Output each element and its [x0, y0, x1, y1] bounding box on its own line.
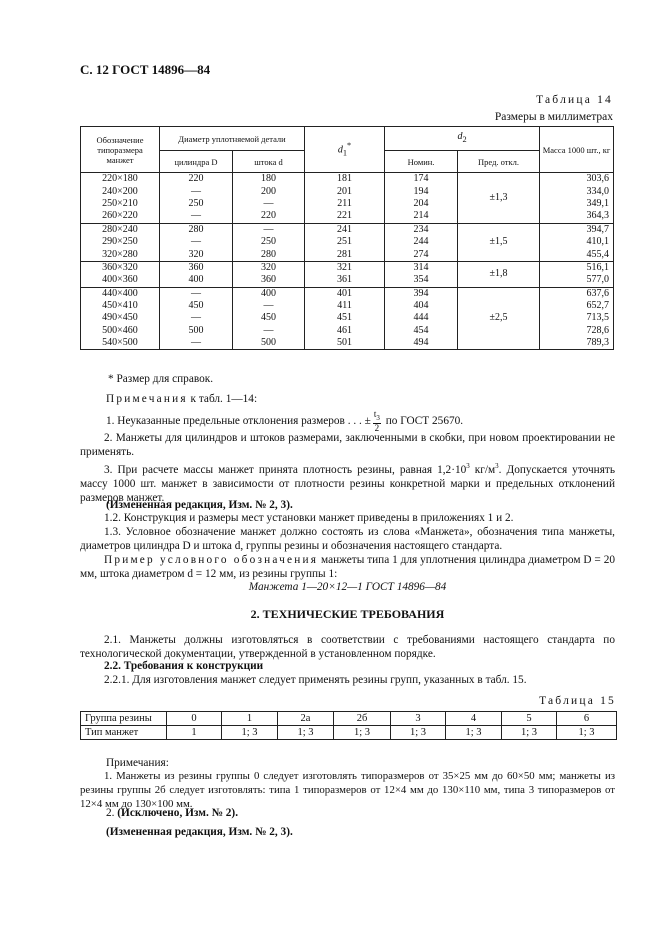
cell-d2-nominal: 494 [385, 337, 458, 350]
header-designation: Обозначение типоразмера манжет [81, 127, 160, 173]
cell-cuff-type: 1; 3 [334, 726, 391, 740]
cell-rubber-group: 2а [278, 712, 334, 726]
cell-rod: 360 [233, 274, 305, 287]
notes2-item-1: 1. Манжеты из резины группы 0 следует изготовлять типоразмеров от 35×25 мм до 60×50 мм; манжеты из резины группы 2б следует изготовлять: типа 1 типоразмеров от 12×4 мм до 130×110 мм, типа 3 типоразмеров от 12×4 мм до 130×100 мм. [80, 770, 615, 810]
cell-cylinder: — [160, 312, 233, 324]
table-15 [80, 711, 617, 740]
cell-rod: 500 [233, 337, 305, 350]
cell-designation: 450×410 [81, 300, 160, 312]
cell-d2-tolerance: ±1,5 [458, 223, 540, 261]
cell-cylinder: 220 [160, 173, 233, 186]
cell-designation: 220×180 [81, 173, 160, 186]
cell-designation: 290×250 [81, 236, 160, 248]
cell-cylinder: — [160, 337, 233, 350]
cell-d2-nominal: 194 [385, 185, 458, 197]
cell-rubber-group: 2б [334, 712, 391, 726]
cell-d2-nominal: 244 [385, 236, 458, 248]
cell-mass: 637,6 [540, 287, 614, 300]
cell-d2-nominal: 314 [385, 261, 458, 274]
cell-cuff-type: 1; 3 [391, 726, 446, 740]
cell-mass: 789,3 [540, 337, 614, 350]
cell-cuff-type: 1; 3 [446, 726, 502, 740]
page-header: С. 12 ГОСТ 14896—84 [80, 62, 211, 77]
footnote: * Размер для справок. [108, 373, 214, 385]
header-tolerance: Пред. откл. [458, 151, 540, 173]
note-2: 2. Манжеты для цилиндров и штоков размерами, заключенными в скобки, при новом проектировании не применять. [80, 432, 615, 458]
cell-rod: — [233, 223, 305, 236]
notes-title: Примечания к табл. 1—14: [106, 393, 258, 405]
amendment-2: (Измененная редакция, Изм. № 2, 3). [106, 826, 293, 838]
cell-designation: 240×200 [81, 185, 160, 197]
cell-cylinder: — [160, 185, 233, 197]
cell-rubber-group: 3 [391, 712, 446, 726]
cell-designation: 280×240 [81, 223, 160, 236]
cell-cylinder: 500 [160, 325, 233, 337]
note-1: 1. Неуказанные предельные отклонения размеров . . . ± $\frac{t_3}{2}$ по ГОСТ 25670. [106, 409, 464, 433]
cell-rod: 200 [233, 185, 305, 197]
cell-d1: 241 [305, 223, 385, 236]
cell-rod: 450 [233, 312, 305, 324]
paragraph-1-2: 1.2. Конструкция и размеры мест установки манжет приведены в приложениях 1 и 2. [104, 512, 514, 524]
cell-d2-nominal: 394 [385, 287, 458, 300]
cell-d2-nominal: 354 [385, 274, 458, 287]
table14-caption: Таблица 14 [536, 94, 613, 106]
example: Пример условного обозначения манжеты типа 1 для уплотнения цилиндра диаметром D = 20 мм, штока диаметром d = 12 мм, из резины группы 1: [80, 554, 615, 580]
table-row [81, 287, 614, 300]
cell-mass: 410,1 [540, 236, 614, 248]
header-diameter-group: Диаметр уплотняемой детали [160, 127, 305, 151]
cell-designation: 440×400 [81, 287, 160, 300]
cell-mass: 713,5 [540, 312, 614, 324]
cell-mass: 349,1 [540, 198, 614, 210]
cell-designation: 400×360 [81, 274, 160, 287]
cell-d1: 411 [305, 300, 385, 312]
cell-mass: 364,3 [540, 210, 614, 223]
cell-rod: 280 [233, 248, 305, 261]
cell-mass: 455,4 [540, 248, 614, 261]
cell-rod: 320 [233, 261, 305, 274]
cell-designation: 540×500 [81, 337, 160, 350]
cell-d2-tolerance: ±1,3 [458, 173, 540, 224]
cell-cylinder: 400 [160, 274, 233, 287]
paragraph-2-2: 2.2. Требования к конструкции [104, 660, 264, 672]
cell-designation: 360×320 [81, 261, 160, 274]
cell-d1: 181 [305, 173, 385, 186]
cell-d2-tolerance: ±2,5 [458, 287, 540, 350]
paragraph-2-1: 2.1. Манжеты должны изготовляться в соответствии с требованиями настоящего стандарта по технологической документации, утвержденной в установленном порядке. [80, 634, 615, 660]
cell-mass: 652,7 [540, 300, 614, 312]
table-row [81, 173, 614, 186]
cell-cylinder: 320 [160, 248, 233, 261]
cell-rubber-group: 5 [502, 712, 557, 726]
cell-cylinder: — [160, 236, 233, 248]
cell-rod: 220 [233, 210, 305, 223]
cell-cylinder: 280 [160, 223, 233, 236]
notes2-title: Примечания: [106, 757, 169, 769]
cell-rod: 250 [233, 236, 305, 248]
table-row [81, 223, 614, 236]
cell-d2-nominal: 174 [385, 173, 458, 186]
cell-cylinder: — [160, 210, 233, 223]
table-14 [80, 126, 614, 350]
cell-mass: 394,7 [540, 223, 614, 236]
cell-rubber-group: 1 [222, 712, 278, 726]
header-d2: $d_2$ [385, 127, 540, 151]
cell-designation: 250×210 [81, 198, 160, 210]
cell-d2-tolerance: ±1,8 [458, 261, 540, 287]
cell-d2-nominal: 454 [385, 325, 458, 337]
row-label-cuff-type: Тип манжет [81, 726, 167, 740]
cell-d1: 201 [305, 185, 385, 197]
cell-rod: 400 [233, 287, 305, 300]
cell-cylinder: 250 [160, 198, 233, 210]
cell-cuff-type: 1 [167, 726, 222, 740]
cell-rubber-group: 0 [167, 712, 222, 726]
table14-units: Размеры в миллиметрах [494, 111, 613, 123]
row-label-rubber-group: Группа резины [81, 712, 167, 726]
cell-cuff-type: 1; 3 [222, 726, 278, 740]
cell-d1: 361 [305, 274, 385, 287]
header-d1: $d_1^*$ [305, 127, 385, 173]
section-2-title: 2. ТЕХНИЧЕСКИЕ ТРЕБОВАНИЯ [250, 607, 445, 621]
cell-d2-nominal: 214 [385, 210, 458, 223]
cell-d2-nominal: 204 [385, 198, 458, 210]
cell-d1: 321 [305, 261, 385, 274]
cell-cuff-type: 1; 3 [502, 726, 557, 740]
cell-d1: 211 [305, 198, 385, 210]
header-mass: Масса 1000 шт., кг [540, 127, 614, 173]
cell-rod: 180 [233, 173, 305, 186]
cell-mass: 577,0 [540, 274, 614, 287]
cell-rod: — [233, 300, 305, 312]
cell-mass: 303,6 [540, 173, 614, 186]
cell-d1: 461 [305, 325, 385, 337]
cell-designation: 320×280 [81, 248, 160, 261]
paragraph-2-2-1: 2.2.1. Для изготовления манжет следует применять резины групп, указанных в табл. 15. [104, 674, 527, 686]
cell-mass: 516,1 [540, 261, 614, 274]
notes2-item-2: 2. (Исключено, Изм. № 2). [106, 807, 239, 819]
cell-rubber-group: 4 [446, 712, 502, 726]
cell-designation: 260×220 [81, 210, 160, 223]
cell-d1: 251 [305, 236, 385, 248]
example-formula: Манжета 1—20×12—1 ГОСТ 14896—84 [248, 581, 447, 593]
cell-cuff-type: 1; 3 [278, 726, 334, 740]
cell-d1: 501 [305, 337, 385, 350]
note-3: 3. При расчете массы манжет принята плотность резины, равная $1,2\cdot 10^3$ $кг/м^3$. Допускается уточнять массу 1000 шт. манжет в зависимости от плотности резины конкретной марки и предельных отклонений размеров манжет. [80, 462, 615, 504]
cell-designation: 500×460 [81, 325, 160, 337]
table-row [81, 261, 614, 274]
cell-d2-nominal: 404 [385, 300, 458, 312]
cell-d1: 401 [305, 287, 385, 300]
header-nominal: Номин. [385, 151, 458, 173]
amendment-1: (Измененная редакция, Изм. № 2, 3). [106, 499, 293, 511]
cell-d1: 221 [305, 210, 385, 223]
cell-cylinder: 360 [160, 261, 233, 274]
cell-rubber-group: 6 [557, 712, 617, 726]
cell-cuff-type: 1; 3 [557, 726, 617, 740]
cell-d1: 281 [305, 248, 385, 261]
cell-rod: — [233, 198, 305, 210]
table15-caption: Таблица 15 [539, 695, 616, 707]
cell-designation: 490×450 [81, 312, 160, 324]
cell-d2-nominal: 274 [385, 248, 458, 261]
cell-mass: 728,6 [540, 325, 614, 337]
cell-cylinder: — [160, 287, 233, 300]
cell-d1: 451 [305, 312, 385, 324]
header-rod: штока d [233, 151, 305, 173]
header-cylinder: цилиндра D [160, 151, 233, 173]
cell-rod: — [233, 325, 305, 337]
cell-d2-nominal: 444 [385, 312, 458, 324]
cell-d2-nominal: 234 [385, 223, 458, 236]
cell-mass: 334,0 [540, 185, 614, 197]
paragraph-1-3: 1.3. Условное обозначение манжет должно состоять из слова «Манжета», обозначения типа манжеты, диаметров цилиндра D и штока d, группы резины и обозначения настоящего стандарта. [80, 526, 615, 552]
cell-cylinder: 450 [160, 300, 233, 312]
